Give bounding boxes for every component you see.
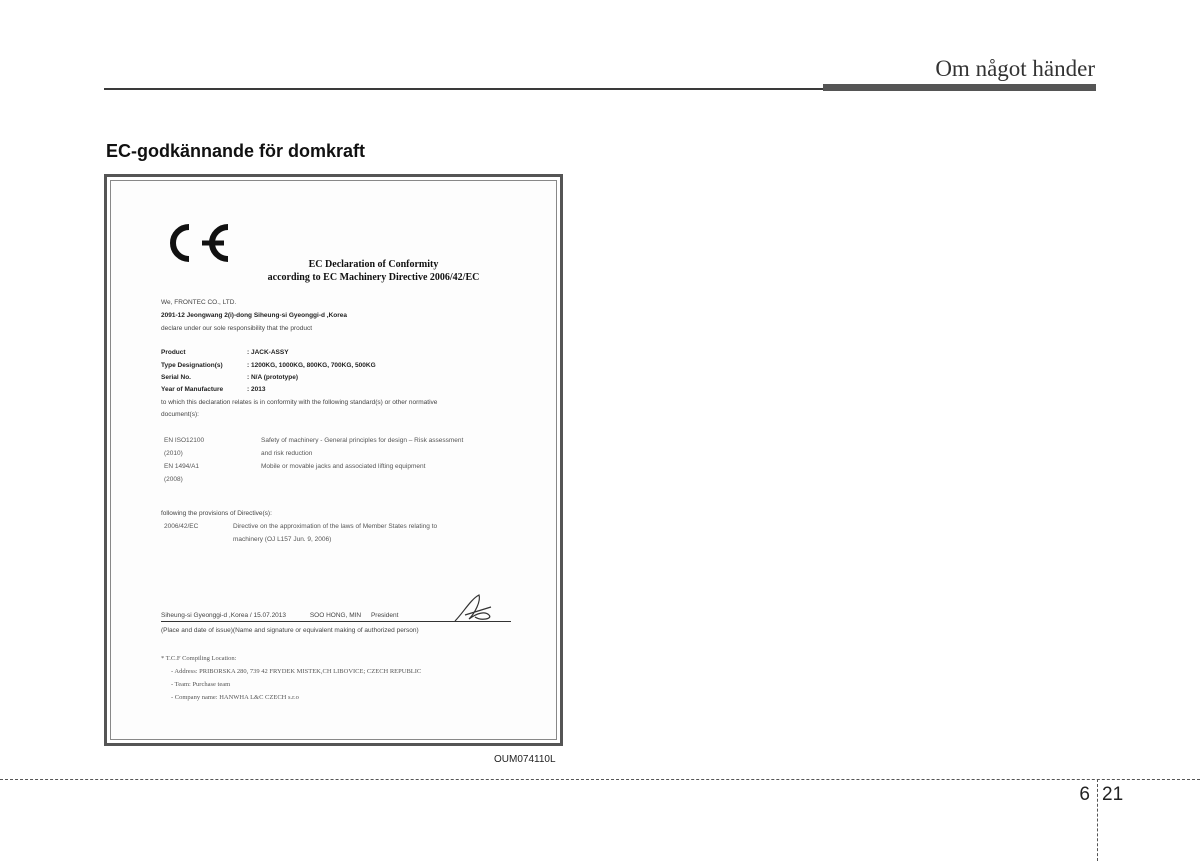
- standard-code: (2010): [164, 450, 183, 457]
- declaration-subtitle: according to EC Machinery Directive 2006/42/EC: [267, 272, 480, 283]
- tcf-address: - Address: PRIBORSKA 280, 739 42 FRYDEK MISTEK,CH LIBOVICE; CZECH REPUBLIC: [171, 668, 422, 675]
- directive-desc: Directive on the approximation of the laws of Member States relating to: [233, 523, 438, 530]
- certificate-image: [104, 174, 563, 746]
- year-label: Year of Manufacture: [161, 386, 224, 393]
- product-label: Product: [161, 349, 186, 356]
- image-caption: OUM074110L: [494, 754, 556, 765]
- standard-desc: Mobile or movable jacks and associated lifting equipment: [261, 463, 426, 470]
- running-header: Om något händer: [935, 56, 1095, 81]
- serial-row: [161, 374, 298, 381]
- standard-code: EN 1494/A1: [164, 463, 200, 470]
- chapter-number: 6: [1079, 784, 1090, 805]
- relates-line-2: document(s):: [161, 411, 199, 418]
- signer-title: President: [370, 612, 399, 619]
- manufacturer-line: We, FRONTEC CO., LTD.: [161, 299, 237, 306]
- declare-line: declare under our sole responsibility that the product: [161, 325, 313, 332]
- type-label: Type Designation(s): [161, 362, 223, 369]
- directive-desc-2: machinery (OJ L157 Jun. 9, 2006): [233, 536, 332, 543]
- type-row: [161, 362, 376, 369]
- standard-code: (2008): [164, 476, 183, 483]
- directive-code: 2006/42/EC: [164, 523, 199, 530]
- footer-divider: [1097, 779, 1098, 861]
- year-value: : 2013: [247, 386, 266, 393]
- year-row: [161, 386, 265, 393]
- serial-label: Serial No.: [161, 374, 191, 381]
- manufacturer-address: 2091-12 Jeongwang 2(i)-dong Siheung-si Gyeonggi-d ,Korea: [161, 312, 347, 319]
- place-date: Siheung-si Gyeonggi-d ,Korea / 15.07.2013: [161, 612, 287, 619]
- tcf-company: - Company name: HANWHA L&C CZECH s.r.o: [171, 694, 299, 701]
- section-heading: EC-godkännande för domkraft: [106, 141, 366, 161]
- product-row: [161, 349, 289, 356]
- signature-row: [161, 612, 398, 619]
- footer-rule: [0, 779, 1200, 780]
- signature-caption: (Place and date of issue)(Name and signature or equivalent making of authorized person): [161, 627, 419, 634]
- product-value: : JACK-ASSY: [247, 349, 289, 356]
- relates-line-1: to which this declaration relates is in conformity with the following standard(s) or other normative: [161, 399, 438, 406]
- standard-code: EN ISO12100: [164, 437, 205, 444]
- tcf-title: * T.C.F Compiling Location:: [161, 655, 237, 662]
- header-rule-accent: [823, 84, 1096, 91]
- standard-desc: and risk reduction: [261, 450, 313, 457]
- serial-value: : N/A (prototype): [247, 374, 299, 381]
- standard-desc: Safety of machinery - General principles for design – Risk assessment: [261, 437, 464, 444]
- handwritten-signature: [451, 593, 501, 625]
- type-value: : 1200KG, 1000KG, 800KG, 700KG, 500KG: [247, 362, 376, 369]
- page-number: 21: [1102, 784, 1124, 805]
- tcf-team: - Team: Purchase team: [171, 681, 231, 688]
- signer-name: SOO HONG, MIN: [309, 612, 362, 619]
- provisions-line: following the provisions of Directive(s):: [161, 510, 272, 517]
- certificate-page: [110, 180, 557, 740]
- declaration-title: EC Declaration of Conformity: [308, 259, 439, 270]
